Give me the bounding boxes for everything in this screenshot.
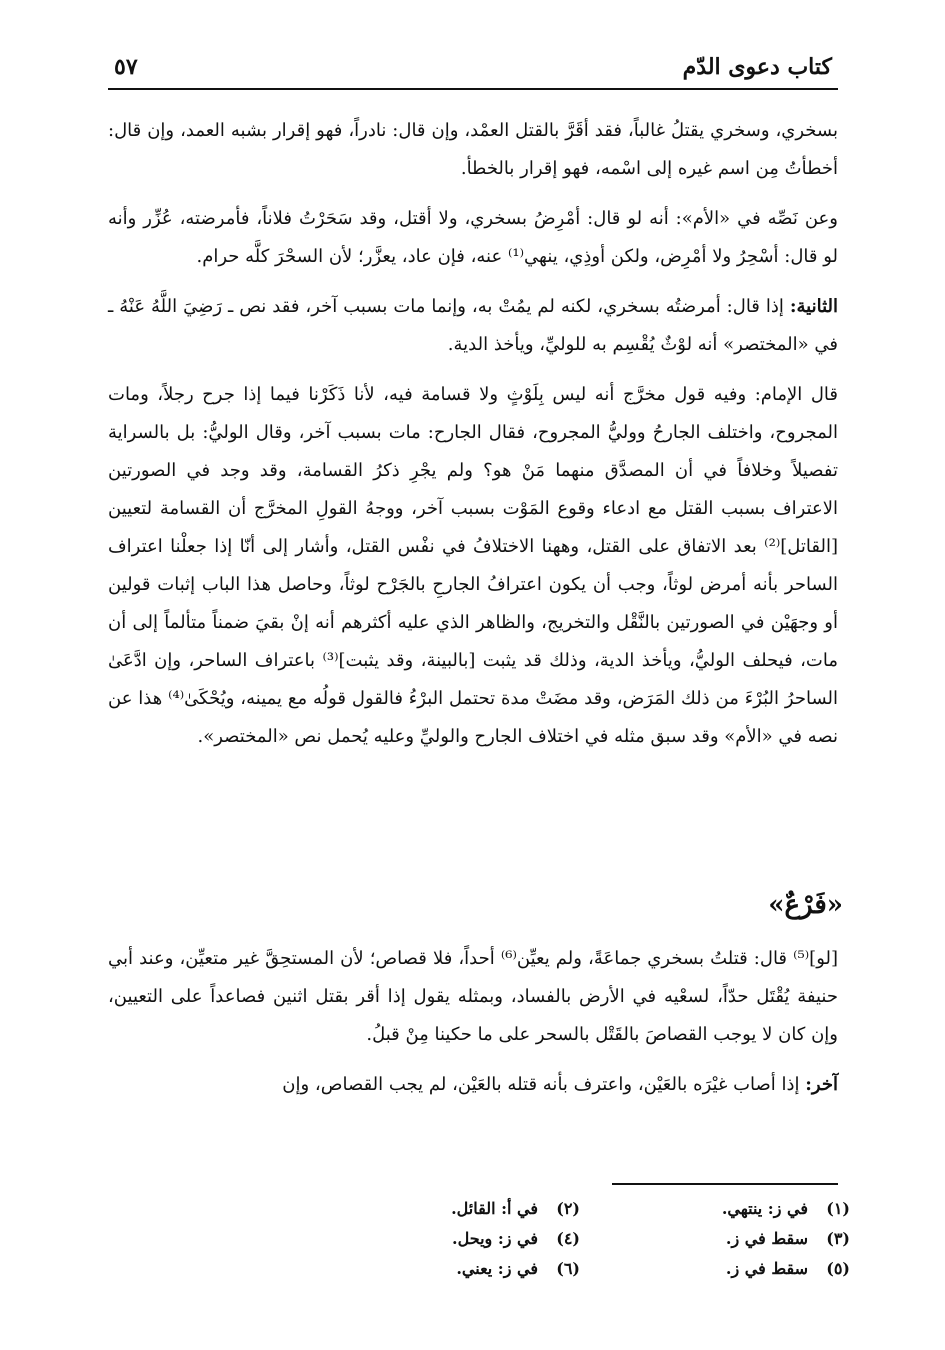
footnote-number: (٣) <box>826 1229 850 1248</box>
paragraph-text: وعن نَصِّه في «الأم»: أنه لو قال: أمْرِضُ بسخري، ولا أقتل، وقد سَحَرْتُ فلاناً، فأمرضته، عُزِّر وأنه لو قال: أسْحِرُ ولا أمْرِض، ولكن أوذِي، ينهي⁽¹⁾ عنه، فإن عاد، يعزَّر؛ لأن السحْرَ كلَّه حرام. <box>108 208 838 267</box>
page-number: ٥٧ <box>114 54 138 80</box>
footnotes <box>300 1194 850 1284</box>
footnote <box>310 1224 580 1254</box>
main-text-continued <box>108 940 838 1116</box>
footnote-text: في أ: القائل. <box>451 1199 538 1218</box>
paragraph-text: إذا أصاب غيْرَه بالعَيْن، واعترف بأنه قتله بالعَيْن، لم يجب القصاص، وإن <box>282 1074 806 1095</box>
footnote-row <box>300 1194 850 1224</box>
footnote <box>310 1254 580 1284</box>
paragraph-text: إذا قال: أمرضتُه بسخري، لكنه لم يمُتْ به، وإنما مات بسبب آخر، فقد نص ـ رَضِيَ اللَّهُ عَنْهُ ـ في «المختصر» أنه لوْثٌ يُقْسِم به للوليِّ، ويأخذ الدية. <box>108 296 838 355</box>
paragraph <box>108 112 838 188</box>
footnote-number: (٦) <box>556 1259 580 1278</box>
footnote-text: في ز: ويحل. <box>452 1229 538 1248</box>
paragraph <box>108 376 838 756</box>
paragraph <box>108 940 838 1054</box>
footnote-row <box>300 1254 850 1284</box>
paragraph-text: [لو]⁽⁵⁾ قال: قتلتُ بسخري جماعَةً، ولم يعيِّن⁽⁶⁾ أحداً، فلا قصاص؛ لأن المستحِقَّ غير متعيِّن، وعند أبي حنيفة يُقْتَل حدّاً، لسعْيه في الأرض بالفساد، وبمثله يقول إذا أقر بقتل اثنين فصاعداً على التعيين، وإن كان لا يوجب القصاصَ بالقَتْل بالسحر على ما حكينا مِنْ قبلُ. <box>108 948 838 1045</box>
footnote-text: في ز: يعني. <box>456 1259 538 1278</box>
paragraph <box>108 1066 838 1104</box>
footnote-text: سقط في ز. <box>725 1229 808 1248</box>
paragraph-lead: الثانية: <box>789 296 838 317</box>
paragraph <box>108 200 838 276</box>
footnote-number: (١) <box>826 1199 850 1218</box>
chapter-title: كتاب دعوى الدّم <box>682 54 832 80</box>
footnote-text: في ز: ينتهي. <box>721 1199 808 1218</box>
footnote <box>580 1194 850 1224</box>
footnote <box>580 1254 850 1284</box>
paragraph-text: بسخري، وسخري يقتلُ غالباً، فقد أقَرَّ بالقتل العمْد، وإن قال: نادراً، فهو إقرار بشبه العمد، وإن قال: أخطأتُ مِن اسم غيره إلى اسْمه، فهو إقرار بالخطأ. <box>108 120 838 179</box>
paragraph <box>108 288 838 364</box>
footnote-number: (٤) <box>556 1229 580 1248</box>
footnote-text: سقط في ز. <box>725 1259 808 1278</box>
section-heading: «فَرْعٌ» <box>768 890 843 920</box>
footnote-number: (٥) <box>826 1259 850 1278</box>
footnote-divider <box>612 1183 838 1185</box>
running-header <box>108 48 838 90</box>
paragraph-lead: آخر: <box>805 1074 838 1095</box>
main-text <box>108 112 838 768</box>
footnote-row <box>300 1224 850 1254</box>
footnote <box>310 1194 580 1224</box>
paragraph-text: قال الإمام: وفيه قول مخرَّج أنه ليس بِلَوْثٍ ولا قسامة فيه، لأنا ذَكَرْنا فيما إذا جرح رجلاً، ومات المجروح، واختلف الجارحُ ووليُّ المجروح، فقال الجارح: مات بسبب آخر، وقال الوليُّ: بل بالسراية تفصيلاً وخلافاً في أن المصدَّق منهما مَنْ هو؟ ولم يجْرِ ذكرُ القسامة، وقد وجد في الصورتين الاعتراف بسبب القتل مع ادعاء وقوع المَوْت بسبب آخر، ووجهُ القولِ المخرَّج أن القسامة لتعيين [القاتل]⁽²⁾ بعد الاتفاق على القتل، وههنا الاختلافُ في نفْس القتل، وأشار إلى أنّا إذا جعلْنا اعتراف الساحر بأنه أمرض لوثاً، وجب أن يكون اعترافُ الجارحِ بالجَرْح لوثاً، وحاصل هذا الباب إثبات قولين أو وجهَيْن في الصورتين بالنَّقْل والتخريج، والظاهر الذي عليه أكثرهم أنه إنْ بقيَ ضمناً متألماً إلى أن مات، فيحلف الوليُّ، ويأخذ الدية، وذلك قد يثبت [بالبينة، وقد يثبت]⁽³⁾ باعتراف الساحر، وإن ادَّعَىٰ الساحرُ البُرْءَ من ذلك المَرَض، وقد مضَتْ مدة تحتمل البرْءُ فالقول قولُه مع يمينه، ويُحْكَىٰ⁽⁴⁾ هذا عن نصه في «الأم» وقد سبق مثله في اختلاف الجارح والوليِّ وعليه يُحمل نص «المختصر». <box>108 384 838 747</box>
footnote <box>580 1224 850 1254</box>
footnote-number: (٢) <box>556 1199 580 1218</box>
